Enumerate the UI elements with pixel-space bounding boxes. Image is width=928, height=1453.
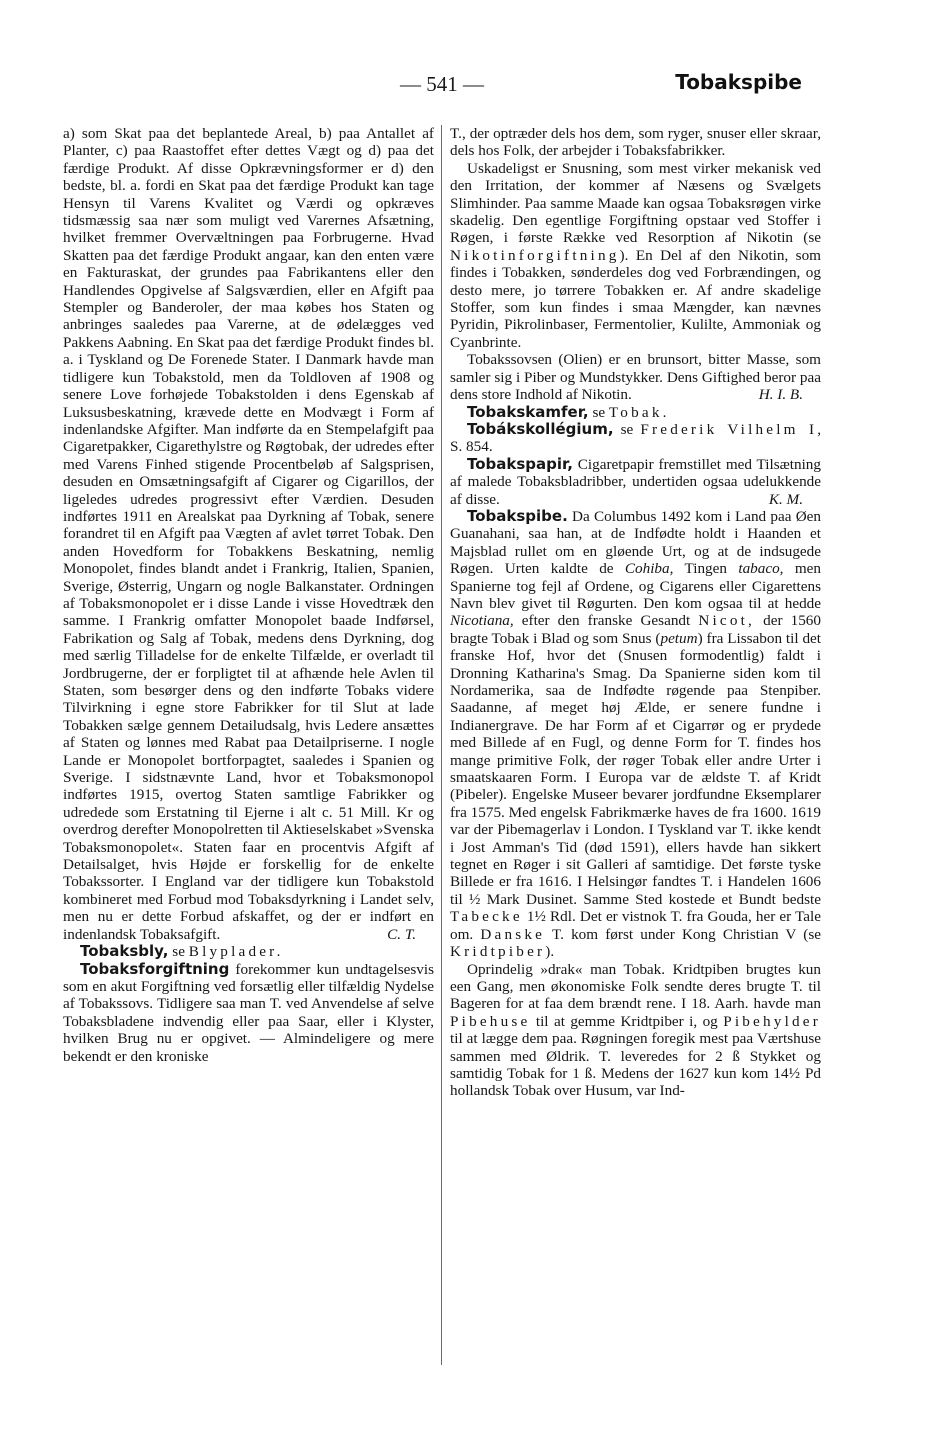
paragraph-text: til at gemme Kridtpiber i, og — [530, 1012, 724, 1030]
entry-tobakspapir — [450, 456, 821, 508]
entry-tobakskamfer — [450, 404, 821, 421]
running-head: Tobakspibe — [675, 70, 802, 94]
cross-reference: Blyplader. — [188, 943, 284, 961]
italic-term: Nicotiana, — [450, 612, 514, 630]
paragraph-snusning — [450, 160, 821, 351]
page-number: — 541 — — [400, 72, 484, 96]
entry-text: forekommer kun undtagelsesvis som en akut Forgiftning ved forsætlig eller tilfældig Nydelse af Tobakssovs. Tidligere saa man T. ved Anvendelse af selve Tobaksbladene indvendig eller paa Saar, eller i Klyster, hvilken Brug nu er opgivet. — Almindeligere og mere bekendt er den kroniske — [63, 960, 434, 1065]
see-text: se — [588, 403, 609, 421]
paragraph-oprindelig — [450, 961, 821, 1100]
paragraph-text: ). En Del af den Nikotin, som findes i Tobakken, sønderdeles dog ved Forbrændingen, og desto mere, jo tørrere Tobakken er. Af andre skadelige Stoffer, som kun findes i smaa Mængder, kan nævnes Pyridin, Pikrolinbaser, Fermentolier, Kulilte, Ammoniak og Cyanbrinte. — [450, 246, 821, 351]
italic-term: tabaco, — [738, 560, 784, 578]
headword: Tobaksbly, — [80, 942, 169, 961]
spaced-name: Danske — [480, 925, 546, 943]
entry-text: , S. 854. — [450, 420, 821, 456]
spaced-name: Tabecke — [450, 908, 523, 926]
author-signature: C. T. — [387, 925, 416, 943]
right-column — [450, 125, 821, 1365]
entry-text: Tingen — [673, 560, 739, 578]
italic-term: Cohiba, — [624, 560, 674, 578]
paragraph-text: Oprindelig »drak« man Tobak. Kridtpiben brugtes kun een Gang, men økonomiske Folk sendte deres brugte T. til Bageren for at faa dem brændt rene. I 18. Aarh. havde man — [450, 960, 821, 1013]
paragraph-text: med Varens Finhed stigende Procentbeløb af Salgsprisen, desuden en Omsætningsafgift af Cigarer og Cigarillos, der ligeledes udredes progressivt efter Værdien. Desuden indførtes 1911 en Arealskat paa Dyrkning af Tobak, senere forandret til en Afgift paa Vægten af avlet tørret Tobak. Den anden Hovedform for Tobakkens Beskatning, nemlig Monopolet, findes blandt andet i Frankrig, Italien, Spanien, Sverige, Østerrig, Ungarn og nogle Balkanstater. Ordningen af Tobaksmonopolet er i disse Lande i visse Hovedtræk den samme. I Frankrig omfatter Monopolet baade Indførsel, Fabrikation og Salg af Tobak, medens dens Dyrkning, dog med særlig Tilladelse for de enkelte Tilfælde, er overladt til Jordbrugerne, der er forpligtet til at afhænde hele Avlen til Staten, som besørger dens og den indførte Tobaks videre Tilvirkning i egne store Fabrikker for til Slut at lade Tobakken sælge gennem Detailudsalg, hvis Ledere ansættes af Staten og lønnes med Rabat paa Detailpriserne. I nogle Lande er Monopolet bortforpagtet, saaledes i Spanien og Sverige. I sidstnævnte Land, hvor et Tobaksmonopol indførtes 1915, overtog Staten samtlige Fabrikker og udredede som Erstatning til Ejerne i alt c. 51 Mill. Kr og overdrog derefter Monopolretten til Aktieselskabet »Svenska Tobaksmonopolet«. Staten faar en procentvis Afgift af Detailsalget, hvis Højde er forskellig for de enkelte Tobakssorter. I England var der tidligere kun Tobakstold kombineret med Forbud mod Tobaksdyrkning i Landet selv, men nu er dette Forbud afskaffet, og der er indført en indenlandsk Tobaksafgift. — [63, 455, 434, 943]
entry-text: 1½ Rdl. Det er vistnok T. fra Gouda, her er Tale om. — [450, 908, 821, 943]
spaced-term: Pibehylder — [723, 1012, 821, 1030]
entry-text: der 1560 bragte Tobak i Blad og som Snus ( — [450, 612, 821, 647]
headword: Tobakspapir, — [467, 454, 573, 473]
paragraph-text: a) som Skat paa det beplantede Areal, b) paa Antallet af Planter, c) paa Raastoffet efter dettes Vægt og d) paa det færdige Produkt. Af disse Opkrævningsformer er d) den bedste, bl. a. fordi en Skat paa det færdige Produkt kan tage Hensyn til Varens Kvalitet og Værdi og opkræves tidsmæssig saa nær som muligt ved Varernes Afsætning, hvilket fremmer Overvæltningen paa Forbrugerne. Hvad Skatten paa det færdige Produkt angaar, kan den enten være en Fakturaskat, der grundes paa Fabrikantens eller den Handlendes Opgivelse af Salgsværdien, eller en Afgift paa Stempler og Banderoler, der maa købes hos Staten og anbringes saaledes paa Varerne, at de ødelægges ved Pakkens Aabning. En Skat paa det færdige Produkt findes bl. a. i Tyskland og De Forenede Stater. I Danmark havde man tidligere kun Tobakstold, men da Toldloven af 1908 og senere Love forhøjede Tobakstolden i dens Egenskab af Luksusbeskatning, krævede dette en Modvægt i Form af indenlandske Afgifter. Man indførte da en Stempelafgift paa Cigaretpakker, Cigarethylstre og Røgtobak, der udredes efter — [63, 125, 434, 456]
spaced-term: Pibehuse — [450, 1012, 531, 1030]
entry-tobaksforgiftning — [63, 961, 434, 1065]
page-header — [62, 70, 802, 106]
author-signature: K. M. — [768, 490, 803, 508]
cross-reference: Tobak. — [608, 403, 670, 421]
entry-text: Cigaretpapir fremstillet med Tilsætning af malede Tobaksbladribber, undertiden ogsaa udelukkende af disse. — [450, 455, 821, 508]
spaced-name: Nicot, — [698, 612, 756, 630]
see-text: se — [613, 420, 641, 438]
cross-reference: Nikotinforgiftning — [450, 246, 620, 264]
paragraph-tobakssovs — [450, 351, 821, 403]
see-text: se — [168, 943, 189, 961]
headword: Tobakskamfer, — [467, 402, 589, 421]
entry-text: men Spanierne tog fejl af Ordene, og Cigarens eller Cigarettens Navn blev givet til Røgurten. Den kom ogsaa til at hedde — [450, 560, 821, 612]
author-signature: H. I. B. — [758, 386, 803, 404]
headword: Tobákskollégium, — [467, 419, 614, 438]
headword: Tobakspibe. — [467, 506, 568, 525]
entry-text: efter den franske Gesandt — [513, 612, 699, 630]
paragraph-text: Tobakssovsen (Olien) er en brunsort, bitter Masse, som samler sig i Piber og Mundstykker. Dens Giftighed beror paa dens store Indhold af Nikotin. — [450, 351, 821, 404]
italic-term: petum — [660, 629, 698, 647]
column-divider — [441, 125, 442, 1365]
paragraph-text: Uskadeligst er Snusning, som mest virker mekanisk ved den Irritation, der kommer af Næsens og Svælgets Slimhinder. Paa samme Maade kan ogsaa Tobaksrøgen virke skadelig. Den egentlige Forgiftning opstaar ved Stoffer i Røgen, i første Række ved Resorption af Nikotin (se — [450, 159, 821, 247]
left-column — [63, 125, 434, 1365]
entry-text: ) fra Lissabon til det franske Hof, hvor det (Snusen formodentlig) faldt i Dronning Katharina's Smag. Da Spanierne siden kom til Nordamerika, saa de Indfødte røgende paa Stenpiber. Saadanne, af meget høj Ælde, er senere fundne i Indianergrave. De har Form af et Cigarrør og er prydede med Billede af en Fugl, og denne Form for T. findes hos mange primitive Folk, der røger Tobak eller andre Urter i smaatskaaren Form. I Europa var de ældste T. af Kridt (Pibeler). Engelske Museer bevarer jordfundne Eksemplarer fra 1575. Med engelsk Fabrikmærke haves de fra 1600. 1619 var der Pibemagerlav i London. I Tyskland var T. ikke kendt i Jost Amman's Tid (død 1591), ellers havde han sikkert tegnet en Røger i sit Galleri af samtidige. Det første tyske Billede er fra 1616. I Helsingør fandtes T. i Handelen 1606 til ½ Mark Dusinet. Samme Sted kostede et Bundt bedste — [450, 629, 822, 908]
paragraph-text: til at lægge dem paa. Røgningen foregik mest paa Værtshuse sammen med Øldrik. T. leveredes for 2 ß Stykket og samtidig Tobak for 1 ß. Medens der 1627 kun kom 14½ Pd hollandsk Tobak over Husum, var Ind- — [450, 1030, 821, 1100]
paragraph-continuation: T., der optræder dels hos dem, som ryger, snuser eller skraar, dels hos Folk, der arbejder i Tobaksfabrikker. — [450, 125, 821, 160]
entry-tobakspibe — [450, 508, 821, 961]
entry-tobakskollegium — [450, 421, 821, 456]
cross-reference: Kridtpiber — [450, 943, 546, 961]
paragraph-tax-forms — [63, 125, 434, 943]
entry-text: T. kom først under Kong Christian V (se — [545, 925, 821, 943]
cross-reference: Frederik Vilhelm I — [640, 420, 818, 438]
entry-text: Da Columbus 1492 kom i Land paa Øen Guanahani, saa han, at de Indfødte holdt i Haanden et Majsblad rullet om en gløende Urt, og at de indsugede Røgen. Urten kaldte de — [450, 507, 821, 578]
entry-tobaksbly — [63, 943, 434, 960]
entry-text: ). — [545, 943, 555, 961]
headword: Tobaksforgiftning — [80, 959, 230, 978]
